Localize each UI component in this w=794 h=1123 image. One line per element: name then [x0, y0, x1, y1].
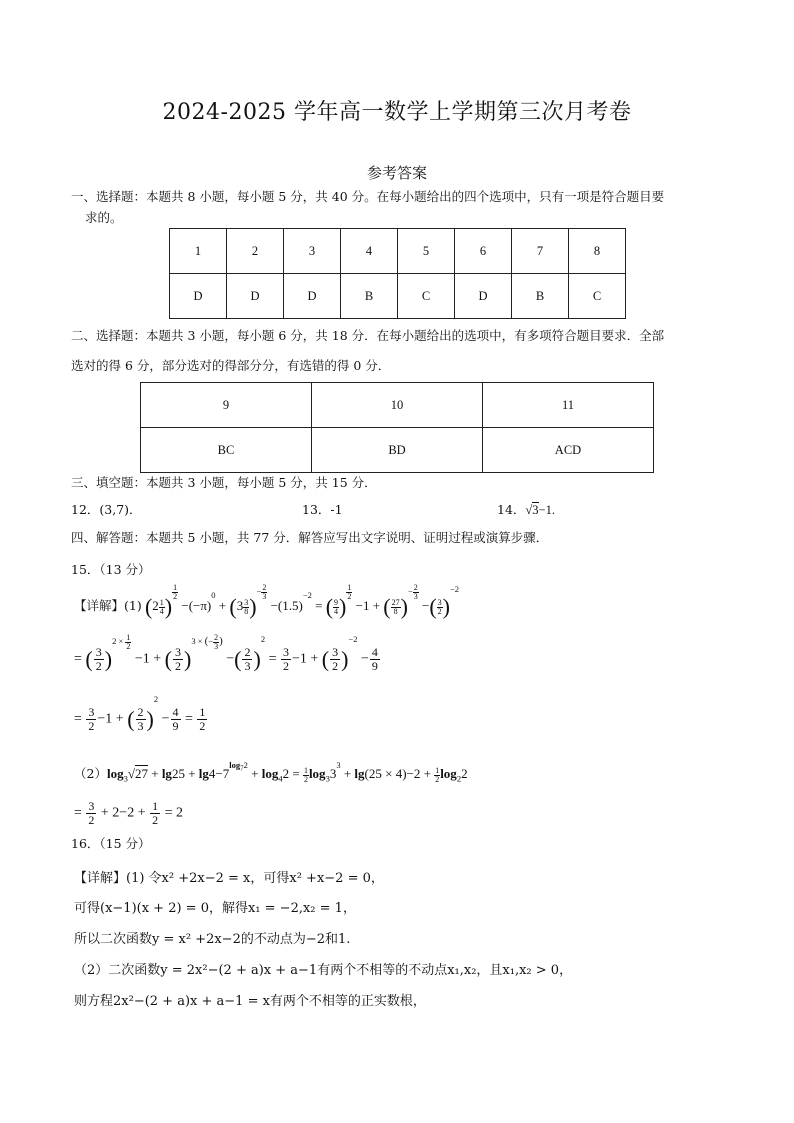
q16-line-4: （2）二次函数y = 2x²−(2 + a)x + a−1有两个不相等的不动点x₁,x₂，且x₁,x₂ > 0， [74, 963, 573, 978]
multi-num-cell: 11 [483, 383, 654, 428]
mc-num-cell: 5 [398, 229, 455, 274]
q16-line-5: 则方程2x²−(2 + a)x + a−1 = x有两个不相等的正实数根， [74, 994, 426, 1009]
fill-answer-12: 12．(3,7)． [71, 502, 142, 517]
q16-line-1: 【详解】(1) 令x² +2x−2 = x，可得x² +x−2 = 0， [74, 871, 384, 886]
fill-answer-14: 14．√3−1. [497, 502, 555, 517]
mc-answer-cell: D [227, 274, 284, 319]
answer-key-heading: 参考答案 [366, 164, 427, 182]
q15-equation-3: = $\frac{3}{2}$ −1 + ( $\frac{2}{3}$ )$^2$ − $\frac{4}{9}$ = $\frac{1}{2}$ [74, 694, 206, 733]
multi-answer-cell: BD [312, 428, 483, 473]
multi-answer-cell: ACD [483, 428, 654, 473]
mc-answer-cell: C [569, 274, 626, 319]
q16-line-2: 可得(x−1)(x + 2) = 0，解得x₁ = −2,x₂ = 1， [74, 901, 356, 916]
mc-num-cell: 4 [341, 229, 398, 274]
mc-answer-cell: D [455, 274, 512, 319]
mc-answer-row [170, 274, 626, 319]
q15-equation-2: = ( $\frac{3}{2}$ )$^{2 \times \frac{1}{2}}$ −1 + ( $\frac{3}{2}$ )$^{3 \times (- \frac{2}{3} )}$ −( $\frac{2}{3}$ )$^2$ = $\frac{3}{2}$ −1 + ( $\frac{3}{2}$ )$^{-2}$ − $\frac{4}{9}$ [74, 633, 378, 673]
mc-num-cell: 2 [227, 229, 284, 274]
section3-heading: 三、填空题：本题共 3 小题，每小题 5 分，共 15 分． [71, 475, 377, 490]
mc-answer-cell: D [170, 274, 227, 319]
section1-heading-cont: 求的。 [85, 210, 123, 225]
multi-num-cell: 10 [312, 383, 483, 428]
mc-number-row [170, 229, 626, 274]
question-15-label: 15．（13 分） [71, 562, 151, 577]
sqrt-symbol: √ [525, 503, 533, 517]
mc-num-cell: 6 [455, 229, 512, 274]
multi-number-row [141, 383, 654, 428]
multi-answer-row [141, 428, 654, 473]
section4-heading: 四、解答题：本题共 5 小题，共 77 分．解答应写出文字说明、证明过程或演算步骤． [71, 530, 549, 545]
mc-answer-cell: B [512, 274, 569, 319]
page-title: 2024-2025 学年高一数学上学期第三次月考卷 [162, 100, 632, 125]
q16-line-3: 所以二次函数y = x² +2x−2的不动点为−2和1. [74, 932, 351, 947]
multi-answer-cell: BC [141, 428, 312, 473]
mc-num-cell: 8 [569, 229, 626, 274]
question-16-label: 16．（15 分） [71, 836, 151, 851]
mc-answer-cell: D [284, 274, 341, 319]
q15-equation-5: = $\frac{3}{2}$ + 2−2 + $\frac{1}{2}$ = 2 [74, 799, 183, 827]
mc-answer-cell: C [398, 274, 455, 319]
mc-num-cell: 3 [284, 229, 341, 274]
mc-num-cell: 7 [512, 229, 569, 274]
fill-answer-13: 13．-1 [302, 502, 343, 517]
multi-num-cell: 9 [141, 383, 312, 428]
mc-answer-cell: B [341, 274, 398, 319]
multi-answer-table [140, 382, 654, 473]
section1-heading: 一、选择题：本题共 8 小题，每小题 5 分，共 40 分。在每小题给出的四个选项中，只有一项是符合题目要 [71, 189, 665, 204]
section2-heading-cont: 选对的得 6 分，部分选对的得部分分，有选错的得 0 分． [71, 358, 391, 373]
mc-num-cell: 1 [170, 229, 227, 274]
q15-equation-1: 【详解】(1) (2 $\frac{1}{4}$ ) $^{\frac{1}{2}}$ $-(-\pi)^0 + (3$ $\frac{3}{8}$ )$^{- \frac{2}{3}}$ $-(1.5)^{-2}$ = ( $\frac{9}{4}$ ) $^{\frac{1}{2}}$ −1 + ( $\frac{27}{8}$ )$^{- \frac{2}{3}}$ −( $\frac{3}{2}$ )$^{-2}$ [74, 583, 460, 619]
q15-equation-4: $(2)\log_3√27 + \lg 25 + \lg 4-7^{log_72} + \log_42$ = $\frac{1}{2}$ $\log_33^3 + \lg(25 \times 4)-2$ + $\frac{1}{2}$ $\log_22$ [74, 760, 468, 784]
mc-answer-table [169, 228, 626, 319]
section2-heading: 二、选择题：本题共 3 小题，每小题 6 分，共 18 分．在每小题给出的选项中，有多项符合题目要求．全部 [71, 328, 665, 343]
